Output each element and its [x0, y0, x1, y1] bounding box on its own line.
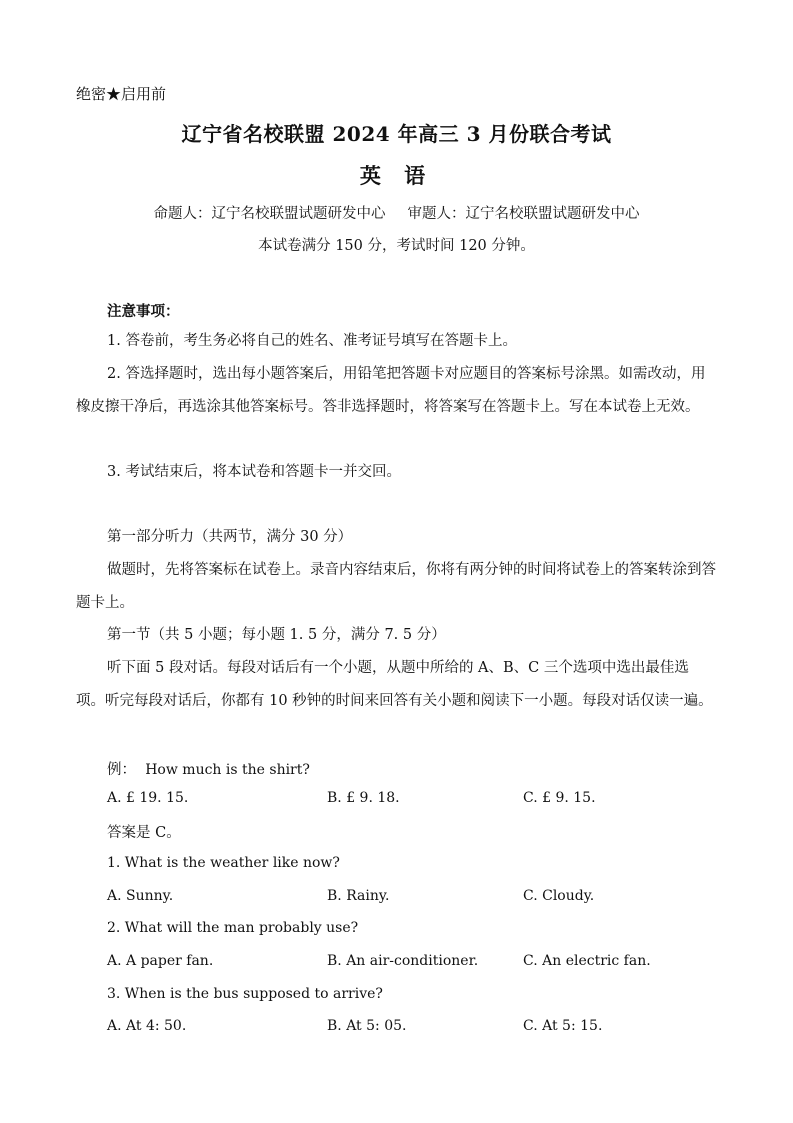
question-1-option-b: B. Rainy. [327, 888, 390, 904]
question-3: 3. When is the bus supposed to arrive? [107, 986, 383, 1002]
section1-instruction: 听下面 5 段对话。每段对话后有一个小题，从题中所给的 A、B、C 三个选项中选出最佳选项。听完每段对话后，你都有 10 秒钟的时间来回答有关小题和阅读下一小题。每段对话仅读一遍。 [76, 660, 713, 709]
authors-line [0, 202, 793, 223]
question-1-option-c: C. Cloudy. [523, 888, 595, 904]
section1-heading: 第一节（共 5 小题；每小题 1. 5 分，满分 7. 5 分） [107, 627, 446, 643]
part1-instruction: 做题时，先将答案标在试卷上。录音内容结束后，你将有两分钟的时间将试卷上的答案转涂到答题卡上。 [76, 562, 716, 611]
example-option-a: A. £ 19. 15. [107, 790, 189, 806]
note-item-1: 1. 答卷前，考生务必将自己的姓名、准考证号填写在答题卡上。 [107, 333, 517, 349]
part1-heading: 第一部分听力（共两节，满分 30 分） [107, 529, 353, 545]
question-3-option-b: B. At 5: 05. [327, 1018, 407, 1034]
example-option-c: C. £ 9. 15. [523, 790, 596, 806]
question-2-option-c: C. An electric fan. [523, 953, 651, 969]
question-2-option-b: B. An air-conditioner. [327, 953, 479, 969]
example-answer: 答案是 C。 [107, 825, 181, 841]
example-question [107, 758, 310, 779]
question-1: 1. What is the weather like now? [107, 855, 340, 871]
question-1-option-a: A. Sunny. [107, 888, 174, 904]
question-3-option-c: C. At 5: 15. [523, 1018, 603, 1034]
question-2-option-a: A. A paper fan. [107, 953, 214, 969]
reviewer-label: 审题人：辽宁名校联盟试题研发中心 [407, 206, 640, 222]
example-label: 例： [107, 762, 136, 778]
question-3-option-a: A. At 4: 50. [107, 1018, 187, 1034]
notes-heading: 注意事项： [107, 303, 180, 320]
setter-label: 命题人：辽宁名校联盟试题研发中心 [153, 206, 386, 222]
exam-title: 辽宁省名校联盟 2024 年高三 3 月份联合考试 [181, 122, 612, 146]
example-option-b: B. £ 9. 18. [327, 790, 400, 806]
subject-title: 英 语 [359, 163, 434, 188]
question-2: 2. What will the man probably use? [107, 920, 359, 936]
score-info: 本试卷满分 150 分，考试时间 120 分钟。 [258, 238, 535, 254]
note-item-2: 2. 答选择题时，选出每小题答案后，用铅笔把答题卡对应题目的答案标号涂黑。如需改动，用橡皮擦干净后，再选涂其他答案标号。答非选择题时，将答案写在答题卡上。写在本试卷上无效。 [76, 366, 706, 415]
note-item-3: 3. 考试结束后，将本试卷和答题卡一并交回。 [107, 464, 401, 480]
example-question-text: How much is the shirt? [145, 762, 310, 778]
confidential-label: 绝密★启用前 [76, 85, 167, 103]
